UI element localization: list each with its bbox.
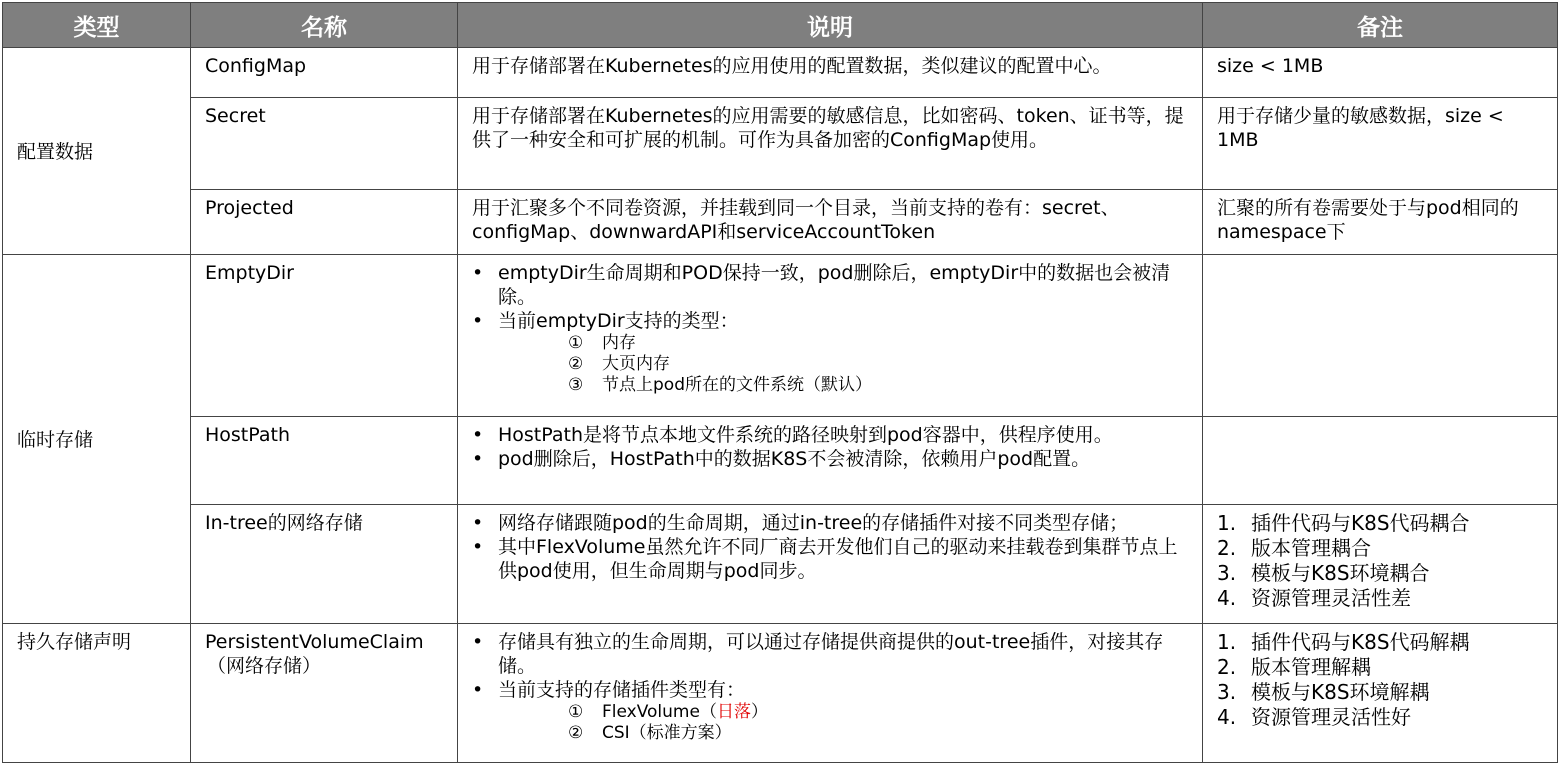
- name-intree: In-tree的网络存储: [191, 505, 458, 623]
- category-config-data: 配置数据: [3, 48, 191, 255]
- sub-item-text: 节点上pod所在的文件系统（默认）: [602, 374, 872, 395]
- table-row: [3, 505, 1558, 623]
- bullet-list: [472, 511, 1190, 583]
- list-item: [1217, 561, 1545, 586]
- desc-intree: [458, 505, 1203, 623]
- table-row: [3, 190, 1558, 254]
- list-item-text: 当前emptyDir支持的类型：: [498, 309, 739, 332]
- name-hostpath: HostPath: [191, 417, 458, 505]
- category-persistent-claim: 持久存储声明: [3, 623, 191, 762]
- list-item-text: 插件代码与K8S代码耦合: [1251, 511, 1470, 536]
- sub-item-close: ）: [750, 701, 768, 722]
- name-pvc: [191, 623, 458, 762]
- list-item: • pod删除后，HostPath中的数据K8S不会被清除，依赖用户pod配置。: [472, 447, 1190, 471]
- table-row: [3, 254, 1558, 416]
- note-intree: [1203, 505, 1558, 623]
- list-item: [1217, 511, 1545, 536]
- list-item: [1217, 536, 1545, 561]
- list-number: 3.: [1217, 561, 1237, 586]
- circled-number: ②: [568, 353, 584, 374]
- desc-secret: 用于存储部署在Kubernetes的应用需要的敏感信息，比如密码、token、证书等，提供了一种安全和可扩展的机制。可作为具备加密的ConfigMap使用。: [458, 98, 1203, 190]
- desc-pvc: [458, 623, 1203, 762]
- sub-list-item: [568, 333, 1190, 354]
- list-item-text: 插件代码与K8S代码解耦: [1251, 629, 1470, 654]
- note-pvc: [1203, 623, 1558, 762]
- note-projected: 汇聚的所有卷需要处于与pod相同的namespace下: [1203, 190, 1558, 254]
- name-configmap: ConfigMap: [191, 48, 458, 98]
- category-temp-storage: 临时存储: [3, 254, 191, 623]
- sub-item-text: 大页内存: [602, 353, 670, 374]
- header-description: 说明: [458, 3, 1203, 48]
- desc-projected: 用于汇聚多个不同卷资源，并挂载到同一个目录，当前支持的卷有：secret、configMap、downwardAPI和serviceAccountToken: [458, 190, 1203, 254]
- list-number: 1.: [1217, 629, 1237, 654]
- header-remarks: 备注: [1203, 3, 1558, 48]
- sub-list-item: [568, 375, 1190, 396]
- list-item: [472, 309, 1190, 396]
- sub-list: [498, 702, 1190, 744]
- sub-list-item: [568, 702, 1190, 723]
- list-item-text: 当前支持的存储插件类型有：: [498, 678, 746, 701]
- storage-types-table: [2, 2, 1558, 763]
- desc-emptydir: [458, 254, 1203, 416]
- list-item: • 网络存储跟随pod的生命周期，通过in-tree的存储插件对接不同类型存储；: [472, 511, 1190, 535]
- name-secret: Secret: [191, 98, 458, 190]
- numbered-list: [1217, 511, 1545, 611]
- list-item-text: 版本管理耦合: [1251, 536, 1371, 561]
- list-number: 4.: [1217, 704, 1237, 729]
- bullet-list: [472, 261, 1190, 396]
- sunset-label: 日落: [716, 701, 751, 722]
- note-emptydir: [1203, 254, 1558, 416]
- note-secret: 用于存储少量的敏感数据，size < 1MB: [1203, 98, 1558, 190]
- list-item: [1217, 630, 1545, 655]
- list-item: [1217, 586, 1545, 611]
- note-configmap: size < 1MB: [1203, 48, 1558, 98]
- sub-list-item: [568, 354, 1190, 375]
- list-number: 1.: [1217, 511, 1237, 536]
- list-item: [1217, 655, 1545, 680]
- name-emptydir: EmptyDir: [191, 254, 458, 416]
- list-item: • emptyDir生命周期和POD保持一致，pod删除后，emptyDir中的数据也会被清除。: [472, 261, 1190, 309]
- desc-configmap: 用于存储部署在Kubernetes的应用使用的配置数据，类似建议的配置中心。: [458, 48, 1203, 98]
- table-row: [3, 98, 1558, 190]
- header-name: 名称: [191, 3, 458, 48]
- list-number: 4.: [1217, 586, 1237, 611]
- list-item: • 其中FlexVolume虽然允许不同厂商去开发他们自己的驱动来挂载卷到集群节点上供pod使用，但生命周期与pod同步。: [472, 535, 1190, 583]
- list-number: 3.: [1217, 679, 1237, 704]
- table-row: [3, 623, 1558, 762]
- list-number: 2.: [1217, 654, 1237, 679]
- pvc-subtitle: （网络存储）: [207, 654, 322, 677]
- pvc-name: PersistentVolumeClaim: [205, 630, 424, 653]
- list-item: [472, 678, 1190, 744]
- list-item-text: 资源管理灵活性好: [1251, 704, 1411, 729]
- sub-list: [498, 333, 1190, 396]
- list-item-text: 版本管理解耦: [1251, 654, 1371, 679]
- list-item: • 存储具有独立的生命周期，可以通过存储提供商提供的out-tree插件，对接其存储。: [472, 630, 1190, 678]
- bullet-list: [472, 423, 1190, 471]
- numbered-list: [1217, 630, 1545, 730]
- table-row: [3, 417, 1558, 505]
- sub-item-text: CSI（标准方案）: [602, 722, 732, 743]
- list-item-text: 模板与K8S环境耦合: [1251, 561, 1430, 586]
- list-item-text: 资源管理灵活性差: [1251, 586, 1411, 611]
- list-item-text: 模板与K8S环境解耦: [1251, 679, 1430, 704]
- header-row: [3, 3, 1558, 48]
- header-type: 类型: [3, 3, 191, 48]
- list-item: [1217, 680, 1545, 705]
- circled-number: ②: [568, 722, 584, 743]
- circled-number: ①: [568, 701, 584, 722]
- list-item: • HostPath是将节点本地文件系统的路径映射到pod容器中，供程序使用。: [472, 423, 1190, 447]
- circled-number: ①: [568, 332, 584, 353]
- table-row: [3, 48, 1558, 98]
- name-projected: Projected: [191, 190, 458, 254]
- desc-hostpath: [458, 417, 1203, 505]
- sub-item-text: 内存: [602, 332, 636, 353]
- bullet-list: [472, 630, 1190, 744]
- list-number: 2.: [1217, 536, 1237, 561]
- sub-item-text: FlexVolume（: [602, 701, 717, 722]
- list-item: [1217, 705, 1545, 730]
- circled-number: ③: [568, 374, 584, 395]
- sub-list-item: [568, 723, 1190, 744]
- note-hostpath: [1203, 417, 1558, 505]
